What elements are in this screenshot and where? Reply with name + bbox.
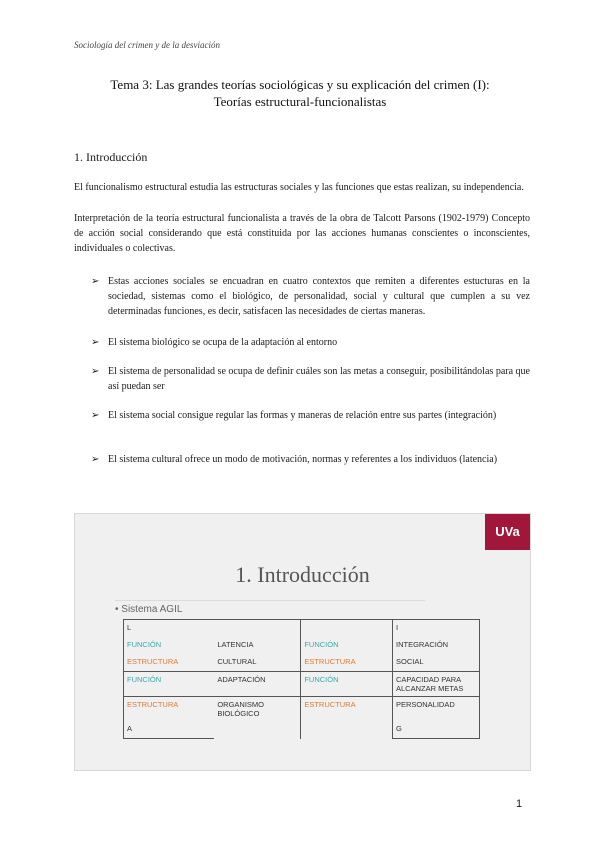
table-cell: CAPACIDAD PARA ALCANZAR METAS (393, 672, 480, 697)
corner-g: G (393, 721, 480, 739)
table-row (124, 654, 480, 672)
table-cell: ESTRUCTURA (124, 697, 215, 722)
table-row (124, 672, 480, 697)
table-row (124, 721, 480, 739)
paragraph-1: El funcionalismo estructural estudia las estructuras sociales y las funciones que estas realizan, su independencia. (74, 182, 524, 193)
table-cell: FUNCIÓN (124, 637, 215, 654)
table-cell: SOCIAL (393, 654, 480, 672)
document-title (60, 76, 540, 110)
title-line-2: Teorías estructural-funcionalistas (213, 94, 387, 109)
arrow-bullet-icon: ➢ (91, 410, 100, 421)
table-cell (301, 721, 393, 739)
list-item-text: El sistema cultural ofrece un modo de motivación, normas y referentes a los individuos (latencia) (108, 454, 498, 465)
table-cell: CULTURAL (214, 654, 301, 672)
list-item (74, 408, 530, 423)
embedded-slide (74, 513, 531, 771)
table-cell: ESTRUCTURA (124, 654, 215, 672)
slide-divider (115, 600, 425, 601)
table-cell: PERSONALIDAD (393, 697, 480, 722)
list-item-text: Estas acciones sociales se encuadran en cuatro contextos que remiten a diferentes estucturas en la sociedad, sistemas como el biológico, de personalidad, social y cultural que cumplen a su vez determinadas funciones, es decir, satisfacen las necesidades de ciertas maneras. (108, 276, 530, 317)
list-item (74, 335, 530, 350)
arrow-bullet-icon: ➢ (91, 454, 100, 465)
uva-logo: UVa (485, 514, 530, 550)
table-cell: FUNCIÓN (304, 675, 339, 684)
table-row (124, 697, 480, 722)
table-cell: ORGANISMO BIOLÓGICO (214, 697, 301, 722)
table-row (124, 637, 480, 654)
slide-bullet: • Sistema AGIL (115, 604, 183, 615)
list-item-text: El sistema de personalidad se ocupa de definir cuáles son las metas a conseguir, posibilitándolas para que así puedan ser (108, 366, 530, 392)
table-cell: FUNCIÓN (304, 640, 339, 649)
table-row (124, 620, 480, 638)
list-item (74, 452, 530, 467)
corner-l: L (124, 620, 215, 638)
list-item (74, 364, 530, 394)
table-cell: LATENCIA (214, 637, 301, 654)
table-cell (214, 721, 301, 739)
agil-table (123, 619, 480, 739)
arrow-bullet-icon: ➢ (91, 366, 100, 377)
slide-title: 1. Introducción (235, 562, 370, 587)
table-cell (214, 620, 301, 638)
list-item-text: El sistema biológico se ocupa de la adaptación al entorno (108, 337, 338, 348)
running-header: Sociología del crimen y de la desviación (74, 40, 220, 50)
corner-i: I (393, 620, 480, 638)
arrow-bullet-icon: ➢ (91, 337, 100, 348)
section-heading: 1. Introducción (74, 150, 148, 164)
paragraph-2: Interpretación de la teoría estructural funcionalista a través de la obra de Talcott Parsons (1902-1979) Concepto de acción social considerando que está constituida por las acciones humanas conscientes o inconscientes, individuales o colectivas. (74, 213, 530, 254)
table-cell: INTEGRACIÓN (393, 637, 480, 654)
table-cell: FUNCIÓN (124, 672, 215, 697)
page-number: 1 (516, 798, 523, 810)
table-cell: ESTRUCTURA (301, 697, 393, 722)
corner-a: A (124, 721, 215, 739)
table-cell: ADAPTACIÓN (214, 672, 301, 697)
table-cell (301, 620, 393, 638)
arrow-bullet-icon: ➢ (91, 276, 100, 287)
list-item-text: El sistema social consigue regular las formas y maneras de relación entre sus partes (integración) (108, 410, 497, 421)
table-cell: ESTRUCTURA (301, 654, 393, 672)
title-line-1: Tema 3: Las grandes teorías sociológicas y su explicación del crimen (I): (110, 77, 490, 92)
list-item (74, 274, 530, 319)
